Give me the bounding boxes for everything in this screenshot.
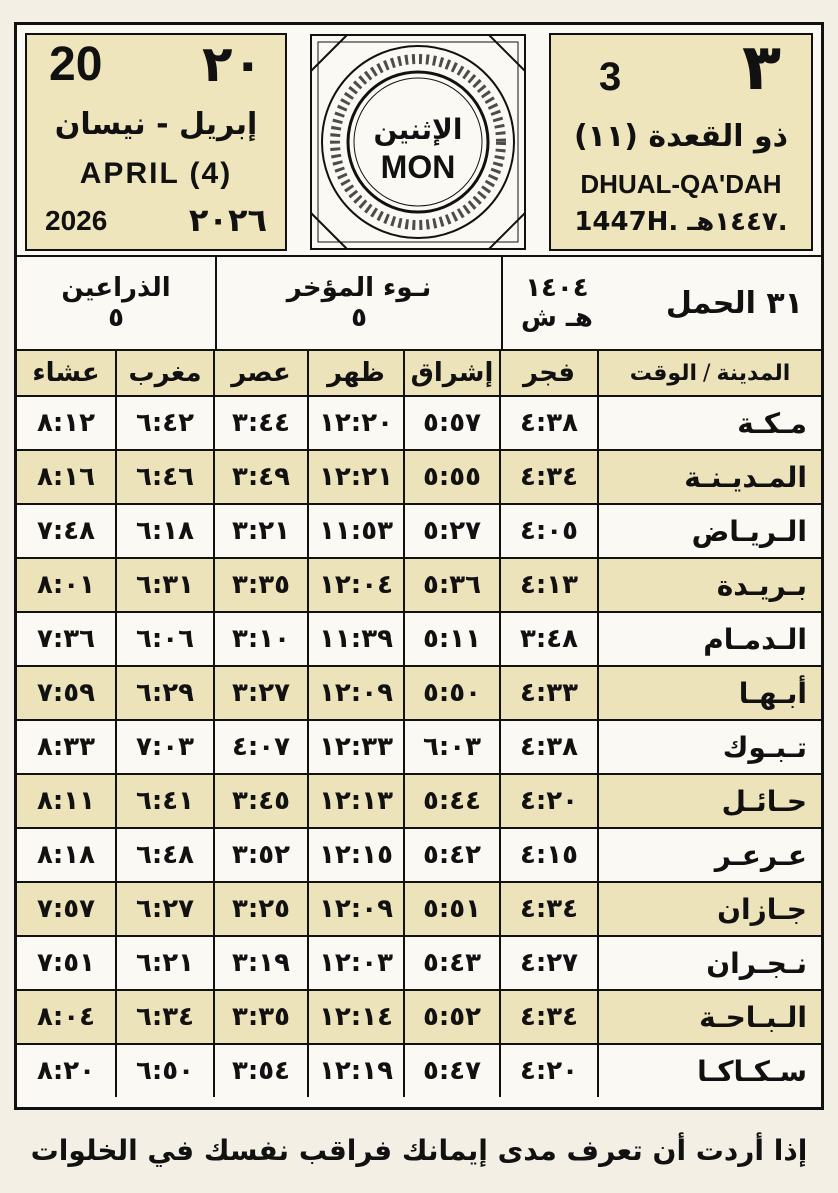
- time-cell: ١٢:١٣: [307, 775, 403, 827]
- time-cell: ٥:٥٥: [403, 451, 499, 503]
- gregorian-day-latin: 20: [49, 38, 103, 91]
- anwa-name: نـوء المؤخر: [286, 273, 432, 303]
- time-cell: ٤:٢٧: [499, 937, 597, 989]
- time-cell: ٨:١١: [36, 786, 95, 816]
- time-cell: ٣:٥٢: [213, 829, 307, 881]
- table-row: [17, 557, 821, 611]
- city-time-header: [597, 351, 821, 395]
- time-cell: ٨:١٦: [36, 462, 95, 492]
- header-time: الوقت: [629, 360, 698, 386]
- table-row: [17, 989, 821, 1043]
- time-cell: ٥:٤٣: [403, 937, 499, 989]
- time-cell: ١٢:٠٩: [307, 667, 403, 719]
- time-cell: ٨:٠١: [36, 570, 95, 600]
- info-row: [17, 255, 821, 349]
- gregorian-month-english: APRIL (4): [79, 157, 233, 190]
- city-name: الـبـاحـة: [597, 991, 821, 1043]
- column-header: عشاء: [32, 358, 100, 388]
- time-cell: ٦:٤٦: [115, 451, 213, 503]
- time-cell: ٤:٣٤: [499, 883, 597, 935]
- hijri-date-box: [549, 33, 813, 251]
- time-cell: ٤:٣٤: [499, 451, 597, 503]
- time-cell: ٤:٢٠: [499, 1045, 597, 1097]
- gregorian-year-latin: 2026: [45, 205, 108, 236]
- time-cell: ١٢:٢٠: [307, 397, 403, 449]
- city-name: الـدمـام: [597, 613, 821, 665]
- time-cell: ٨:١٨: [36, 840, 95, 870]
- time-cell: ٥:٤٤: [403, 775, 499, 827]
- time-cell: ٧:٥١: [36, 948, 95, 978]
- star-name: الذراعين: [61, 273, 171, 303]
- table-row: [17, 827, 821, 881]
- sun-sign: ٣١ الحمل: [665, 285, 803, 321]
- column-header: ظهر: [307, 351, 403, 395]
- city-name: بـريـدة: [597, 559, 821, 611]
- time-cell: ٦:٠٣: [403, 721, 499, 773]
- time-cell: ٥:٢٧: [403, 505, 499, 557]
- time-cell: ٣:٤٩: [213, 451, 307, 503]
- time-cell: ٣:١٩: [213, 937, 307, 989]
- city-name: مـكـة: [597, 397, 821, 449]
- city-name: تـبـوك: [597, 721, 821, 773]
- table-row: [17, 719, 821, 773]
- calendar-page: [14, 22, 824, 1110]
- time-cell: ٦:٤٨: [115, 829, 213, 881]
- time-cell: ٥:٤٢: [403, 829, 499, 881]
- gregorian-date-box: [25, 33, 287, 251]
- time-cell: ١٢:١٩: [307, 1045, 403, 1097]
- city-name: الـريـاض: [597, 505, 821, 557]
- time-cell: ٥:٤٧: [403, 1045, 499, 1097]
- time-cell: ١٢:٢١: [307, 451, 403, 503]
- column-header: عصر: [213, 351, 307, 395]
- time-cell: ٤:٣٨: [499, 721, 597, 773]
- weekday-arabic: الإثنين: [373, 113, 463, 146]
- time-cell: ٧:٣٦: [36, 624, 95, 654]
- time-cell: ٦:١٨: [115, 505, 213, 557]
- city-name: نـجـران: [597, 937, 821, 989]
- city-name: عـرعـر: [597, 829, 821, 881]
- time-cell: ١٢:١٤: [307, 991, 403, 1043]
- table-row: [17, 503, 821, 557]
- time-cell: ١١:٣٩: [307, 613, 403, 665]
- time-cell: ٥:٥٠: [403, 667, 499, 719]
- city-name: أبـهـا: [597, 667, 821, 719]
- gregorian-month-arabic: إبريل - نيسان: [54, 107, 258, 142]
- time-cell: ٨:١٢: [36, 408, 95, 438]
- time-cell: ٦:٥٠: [115, 1045, 213, 1097]
- star-cell: [17, 257, 215, 349]
- time-cell: ٤:٠٧: [213, 721, 307, 773]
- time-cell: ٧:٥٧: [36, 894, 95, 924]
- time-cell: ٥:١١: [403, 613, 499, 665]
- time-cell: ٦:٢٩: [115, 667, 213, 719]
- time-cell: ٦:٢١: [115, 937, 213, 989]
- sun-year-value: ١٤٠٤: [525, 273, 589, 303]
- time-cell: ٣:٣٥: [213, 991, 307, 1043]
- column-header: إشراق: [403, 351, 499, 395]
- column-header: فجر: [499, 351, 597, 395]
- sun-cell: [501, 257, 821, 349]
- time-cell: ٣:٢١: [213, 505, 307, 557]
- gregorian-day-arabic: ٢٠: [201, 35, 263, 93]
- time-cell: ٦:٤١: [115, 775, 213, 827]
- time-cell: ٤:٠٥: [499, 505, 597, 557]
- time-cell: ٦:٣٤: [115, 991, 213, 1043]
- time-cell: ٧:٤٨: [36, 516, 95, 546]
- time-cell: ١٢:٠٤: [307, 559, 403, 611]
- table-row: [17, 881, 821, 935]
- table-row: [17, 665, 821, 719]
- time-cell: ٤:١٣: [499, 559, 597, 611]
- hijri-year: 1447H. ١٤٤٧هـ.: [574, 207, 788, 237]
- time-cell: ١٢:٠٩: [307, 883, 403, 935]
- time-cell: ٨:٣٣: [36, 732, 95, 762]
- city-name: حـائـل: [597, 775, 821, 827]
- time-cell: ١١:٥٣: [307, 505, 403, 557]
- city-name: المـديـنـة: [597, 451, 821, 503]
- time-cell: ٤:٢٠: [499, 775, 597, 827]
- time-cell: ٦:٢٧: [115, 883, 213, 935]
- hijri-month-arabic: ذو القعدة (١١): [573, 119, 789, 154]
- time-cell: ٦:٣١: [115, 559, 213, 611]
- time-cell: ٧:٥٩: [36, 678, 95, 708]
- table-row: [17, 449, 821, 503]
- column-header: مغرب: [115, 351, 213, 395]
- time-cell: ٤:١٥: [499, 829, 597, 881]
- table-row: [17, 935, 821, 989]
- time-cell: ١٢:٠٣: [307, 937, 403, 989]
- time-cell: ٤:٣٤: [499, 991, 597, 1043]
- footer-quote: إذا أردت أن تعرف مدى إيمانك فراقب نفسك في الخلوات: [30, 1133, 808, 1167]
- sun-year-unit: هـ ش: [521, 303, 593, 333]
- time-cell: ٣:٤٤: [213, 397, 307, 449]
- sun-year: [521, 273, 593, 333]
- time-cell: ٨:٠٤: [36, 1002, 95, 1032]
- header-city: المدينة: [716, 360, 791, 386]
- hijri-day-arabic: ٣: [741, 31, 781, 105]
- time-cell: ٣:٢٧: [213, 667, 307, 719]
- time-cell: ١٢:١٥: [307, 829, 403, 881]
- time-cell: ٦:٤٢: [115, 397, 213, 449]
- time-cell: ٥:٣٦: [403, 559, 499, 611]
- table-row: [17, 1043, 821, 1097]
- time-cell: ٣:٢٥: [213, 883, 307, 935]
- time-cell: ٤:٣٣: [499, 667, 597, 719]
- city-name: جـازان: [597, 883, 821, 935]
- table-row: [17, 611, 821, 665]
- time-cell: ٤:٣٨: [499, 397, 597, 449]
- weekday-english: MON: [380, 149, 456, 185]
- time-cell: ٣:١٠: [213, 613, 307, 665]
- time-cell: ٣:٣٥: [213, 559, 307, 611]
- time-cell: ٨:٢٠: [36, 1056, 95, 1086]
- hijri-day-latin: 3: [599, 55, 622, 99]
- time-cell: ٦:٠٦: [115, 613, 213, 665]
- weekday-seal: [307, 31, 529, 253]
- time-cell: ٧:٠٣: [115, 721, 213, 773]
- header-divider: /: [703, 360, 711, 386]
- anwa-value: ٥: [351, 303, 367, 333]
- hijri-month-english: DHUAL-QA'DAH: [580, 169, 782, 199]
- star-value: ٥: [108, 303, 124, 333]
- gregorian-year-arabic: ٢٠٢٦: [188, 201, 267, 239]
- time-cell: ٣:٤٥: [213, 775, 307, 827]
- table-row: [17, 395, 821, 449]
- table-header-row: [17, 349, 821, 395]
- city-name: سـكـاكـا: [597, 1045, 821, 1097]
- time-cell: ١٢:٣٣: [307, 721, 403, 773]
- time-cell: ٣:٥٤: [213, 1045, 307, 1097]
- time-cell: ٥:٥١: [403, 883, 499, 935]
- time-cell: ٣:٤٨: [499, 613, 597, 665]
- anwa-cell: [215, 257, 501, 349]
- time-cell: ٥:٥٧: [403, 397, 499, 449]
- table-row: [17, 773, 821, 827]
- time-cell: ٥:٥٢: [403, 991, 499, 1043]
